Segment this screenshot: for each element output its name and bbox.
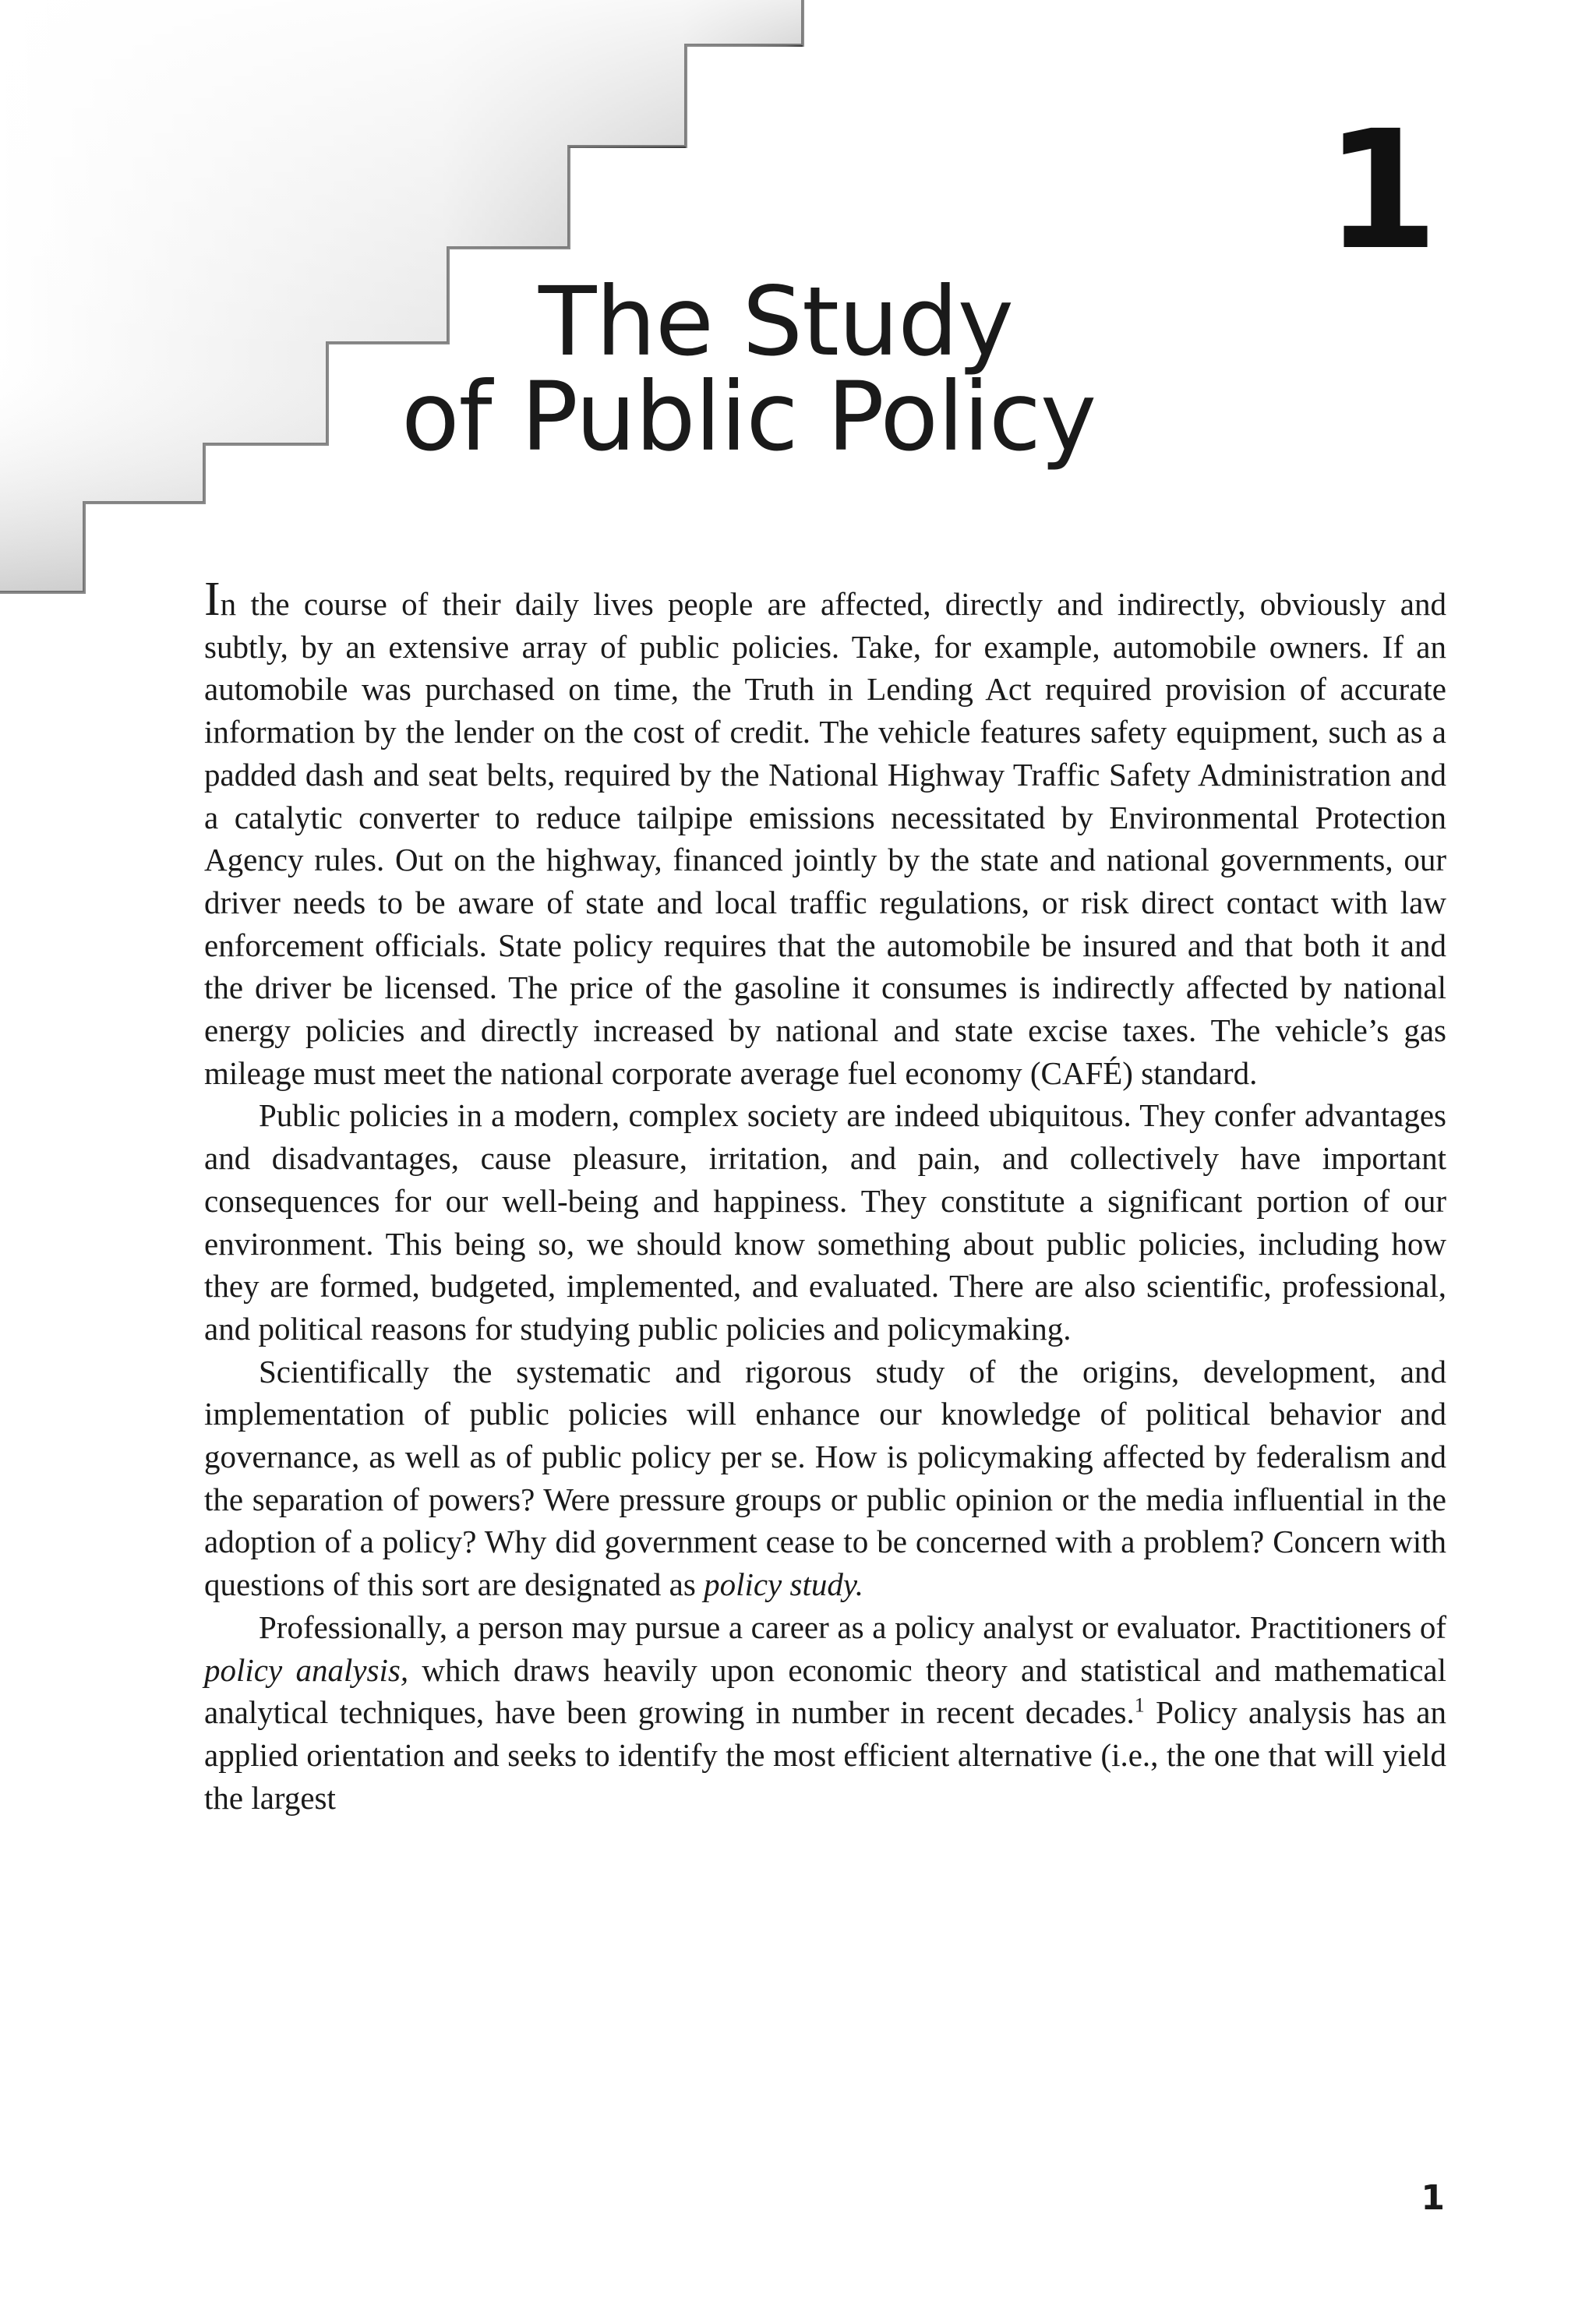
paragraph-2: Public policies in a modern, complex society are indeed ubiquitous. They confer advantages and disadvantages, cause pleasure, irritation, and pain, and collectively have important consequences for our well-being and happiness. They constitute a significant portion of our environment. This being so, we should know something about public policies, including how they are formed, budgeted, implemented, and evaluated. There are also scientific, professional, and political reasons for studying public policies and policymaking. <box>204 1097 1446 1347</box>
chapter-title-line-1: The Study <box>538 267 1013 377</box>
drop-cap: I <box>204 573 221 626</box>
paragraph-4-tail: Policy analysis has an applied orientation and seeks to identify the most efficient alternative (i.e., the one that will yield the largest <box>204 1694 1446 1816</box>
body-text <box>204 575 1446 1819</box>
paragraph-4 <box>204 1606 1446 1820</box>
paragraph-1-text: n the course of their daily lives people are affected, directly and indirectly, obviously and subtly, by an extensive array of public policies. Take, for example, automobile owners. If an automobile was purchased on time, the Truth in Lending Act required provision of accurate information by the lender on the cost of credit. The vehicle features safety equipment, such as a padded dash and seat belts, required by the National Highway Traffic Safety Administration and a catalytic converter to reduce tailpipe emissions necessitated by Environmental Protection Agency rules. Out on the highway, financed jointly by the state and national governments, our driver needs to be aware of state and local traffic regulations, or risk direct contact with law enforcement officials. State policy requires that the automobile be insured and that both it and the driver be licensed. The price of the gasoline it consumes is indirectly affected by national energy policies and directly increased by national and state excise taxes. The vehicle’s gas mileage must meet the national corporate average fuel economy (CAFÉ) standard. <box>204 586 1446 1091</box>
chapter-number: 1 <box>1324 95 1439 286</box>
chapter-title <box>401 267 1096 472</box>
paragraph-3 <box>204 1351 1446 1606</box>
footnote-ref[interactable]: 1 <box>1134 1693 1145 1717</box>
paragraph-3-text: Scientifically the systematic and rigorous study of the origins, development, and implementation of public policies will enhance our knowledge of political behavior and governance, as well as of public policy per se. How is policymaking affected by federalism and the separation of powers? Were pressure groups or public opinion or the media influential in the adoption of a policy? Why did government cease to be concerned with a problem? Concern with questions of this sort are designated as <box>204 1353 1446 1603</box>
paragraph-1 <box>204 575 1446 1094</box>
paragraph-4-text: Professionally, a person may pursue a career as a policy analyst or evaluator. Practitioners of <box>259 1608 1446 1645</box>
page-number: 1 <box>1421 2178 1445 2218</box>
term-policy-analysis: policy analysis, <box>204 1651 409 1688</box>
paragraph-4-middle: which draws heavily upon economic theory and statistical and mathematical analytical techniques, have been growing in number in recent decades. <box>204 1651 1446 1731</box>
term-policy-study: policy study. <box>704 1566 864 1603</box>
chapter-title-line-2: of Public Policy <box>401 362 1096 472</box>
